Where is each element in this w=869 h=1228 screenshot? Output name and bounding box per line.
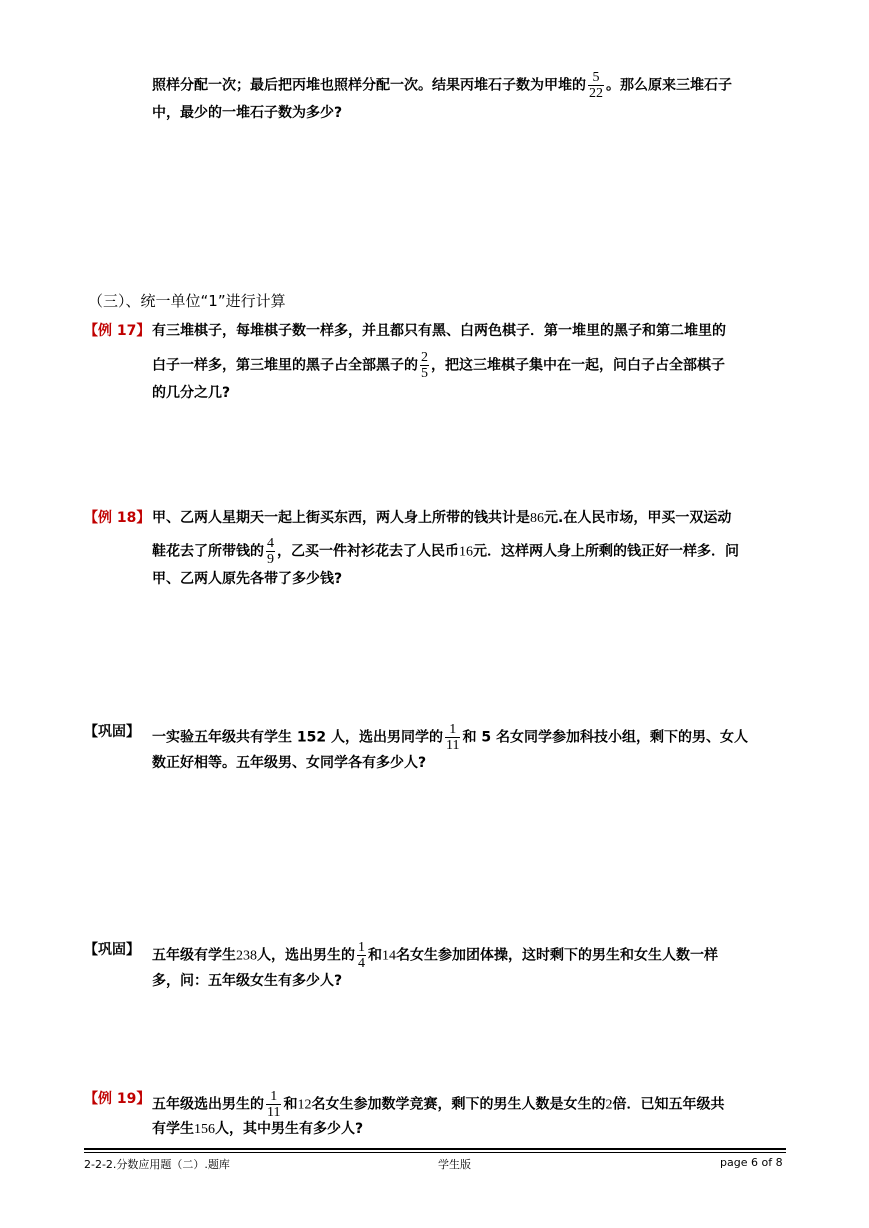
- intro-text: 照样分配一次；最后把丙堆也照样分配一次。结果丙堆石子数为甲堆的: [152, 77, 586, 94]
- fraction: [266, 536, 275, 567]
- gonggu-label: 巩固: [98, 942, 126, 958]
- gonggu-2-tag: 【巩固】: [84, 942, 140, 958]
- example-17-line-3: 的几分之几?: [152, 385, 231, 401]
- footer-rule-thin: [84, 1152, 786, 1153]
- fraction: [420, 350, 429, 381]
- example-18-tag: 【例 18】: [84, 510, 151, 526]
- example-label: 例 17: [98, 323, 137, 339]
- fraction-numerator: 5: [592, 70, 600, 85]
- fraction: [445, 722, 460, 753]
- fraction-numerator: 1: [270, 1089, 278, 1104]
- fraction: [357, 940, 366, 971]
- gonggu-2-line-1: 五年级有学生238人，选出男生的 $\frac{1}{4}$ 和14名女生参加团体操，这时剩下的男生和女生人数一样: [152, 940, 718, 971]
- example-19-line-2: 有学生156人，其中男生有多少人?: [152, 1121, 364, 1137]
- fraction-denominator: 9: [267, 552, 274, 567]
- footer-edition: 学生版: [438, 1158, 471, 1171]
- footer-page-number: page 6 of 8: [720, 1156, 783, 1169]
- gonggu-1-tag: 【巩固】: [84, 724, 140, 740]
- fraction-numerator: 4: [267, 536, 274, 551]
- intro-text: 。那么原来三堆石子: [606, 77, 732, 94]
- fraction-denominator: 4: [358, 956, 365, 971]
- fraction-denominator: 5: [421, 366, 428, 381]
- intro-line-2: 中，最少的一堆石子数为多少?: [152, 105, 343, 121]
- fraction-numerator: 1: [449, 722, 457, 737]
- example-label: 例 18: [98, 510, 137, 526]
- example-17-tag: 【例 17】: [84, 323, 151, 339]
- intro-line-1: [152, 70, 732, 101]
- gonggu-1-line-1: 一实验五年级共有学生 152 人，选出男同学的 $\frac{1}{11}$ 和 5 名女同学参加科技小组，剩下的男、女人: [152, 722, 748, 753]
- gonggu-2-line-2: 多，问：五年级女生有多少人?: [152, 973, 343, 989]
- section-title: （三）、统一单位“1”进行计算: [88, 292, 286, 310]
- example-18-line-2: 鞋花去了所带钱的 $\frac{4}{9}$ ，乙买一件衬衫花去了人民币16元．这样两人身上所剩的钱正好一样多．问: [152, 536, 739, 567]
- fraction: [266, 1089, 281, 1120]
- fraction-denominator: 11: [445, 738, 460, 753]
- footer-rule-thick: [84, 1148, 786, 1150]
- example-17-line-1: 有三堆棋子，每堆棋子数一样多，并且都只有黑、白两色棋子．第一堆里的黑子和第二堆里的: [152, 323, 726, 339]
- example-18-line-1: 甲、乙两人星期天一起上街买东西，两人身上所带的钱共计是86元.在人民市场，甲买一双运动: [152, 510, 732, 526]
- example-19-tag: 【例 19】: [84, 1091, 151, 1107]
- fraction: [588, 70, 604, 101]
- fraction-denominator: 22: [589, 86, 603, 101]
- example-18-line-3: 甲、乙两人原先各带了多少钱?: [152, 571, 343, 587]
- example-19-line-1: 五年级选出男生的 $\frac{1}{11}$ 和12名女生参加数学竞赛，剩下的男生人数是女生的2倍．已知五年级共: [152, 1089, 725, 1120]
- footer-doc-title: 2-2-2.分数应用题（二）.题库: [84, 1158, 230, 1171]
- fraction-denominator: 11: [267, 1105, 281, 1120]
- gonggu-1-line-2: 数正好相等。五年级男、女同学各有多少人?: [152, 755, 427, 771]
- example-17-line-2: 白子一样多，第三堆里的黑子占全部黑子的 $\frac{2}{5}$ ，把这三堆棋子集中在一起，问白子占全部棋子: [152, 350, 725, 381]
- gonggu-label: 巩固: [98, 724, 126, 740]
- fraction-numerator: 2: [421, 350, 428, 365]
- example-label: 例 19: [98, 1091, 137, 1107]
- fraction-numerator: 1: [358, 940, 365, 955]
